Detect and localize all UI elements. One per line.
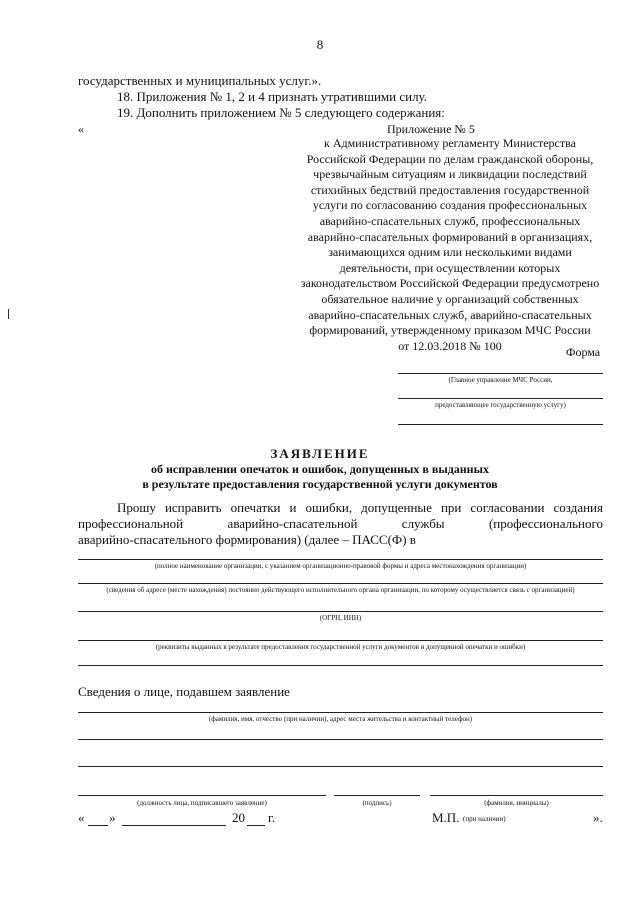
body-line-2 [78, 516, 603, 532]
applicant-field-3[interactable] [78, 766, 603, 767]
document-title: ЗАЯВЛЕНИЕ [270, 446, 370, 461]
documents-details-field-2[interactable] [78, 665, 603, 666]
signature-field[interactable] [334, 795, 420, 796]
recipient-line-1[interactable] [398, 373, 603, 374]
open-quote: « [78, 122, 84, 136]
applicant-field-2[interactable] [78, 739, 603, 740]
appendix-line: стихийных бедствий предоставления государственной [310, 182, 590, 197]
year-field[interactable] [247, 825, 265, 826]
stamp-note: (при наличии) [463, 815, 506, 823]
body-line-1: Прошу исправить опечатки и ошибки, допущенные при согласовании создания [117, 500, 603, 515]
org-address-field[interactable] [78, 583, 603, 584]
end-quote: ». [593, 810, 603, 825]
org-name-caption: (полное наименование организации, с указанием организационно-правовой формы и адреса местонахождения организации) [154, 562, 527, 570]
applicant-field-1[interactable] [78, 712, 603, 713]
appendix-line: аварийно-спасательных формирований в организациях, [307, 229, 593, 244]
documents-details-caption: (реквизиты выданных в результате предоставления государственной услуги документов и допущенной опечатки и ошибки) [155, 643, 526, 651]
day-field[interactable] [88, 825, 108, 826]
month-field[interactable] [122, 825, 226, 826]
position-caption: (должность лица, подписавшего заявление) [137, 799, 267, 807]
name-field[interactable] [430, 795, 603, 796]
signature-caption: (подпись) [362, 799, 392, 807]
name-caption: (фамилия, инициалы) [484, 799, 549, 807]
page-number: 8 [316, 37, 324, 52]
appendix-line: деятельности, при осуществлении которых [339, 260, 561, 275]
date-open-quote: « [78, 810, 85, 825]
appendix-line: формирований, утвержденному приказом МЧС России [309, 323, 591, 338]
appendix-line: обязательное наличие у организаций собственных [321, 291, 579, 306]
ogrn-inn-field[interactable] [78, 611, 603, 612]
body-line-3: аварийно-спасательного формирования) (далее – ПАСС(Ф) в [78, 532, 416, 547]
documents-details-field[interactable] [78, 640, 603, 641]
appendix-line: аварийно-спасательных служб, профессиональных [319, 213, 581, 228]
appendix-line: к Административному регламенту Министерства [324, 136, 576, 150]
recipient-line-2[interactable] [398, 398, 603, 399]
applicant-caption: (фамилия, имя, отчество (при наличии), адрес места жительства и контактный телефон) [208, 715, 473, 723]
appendix-line: Российской Федерации по делам гражданской обороны, [306, 151, 594, 166]
applicant-heading: Сведения о лице, подавшем заявление [78, 684, 290, 699]
recipient-caption-1: (Главное управление МЧС России, [448, 376, 553, 384]
body-word: (профессионального [488, 516, 603, 531]
appendix-line: законодательством Российской Федерации предусмотрено [300, 276, 600, 291]
org-address-caption: (сведения об адресе (месте нахождения) постоянно действующего исполнительного органа организации, по которому осуществляется связь с организацией) [106, 586, 575, 594]
appendix-line: аварийно-спасательных служб, аварийно-спасательных [308, 307, 592, 322]
appendix-line: от 12.03.2018 № 100 [398, 338, 502, 353]
appendix-number: Приложение № 5 [387, 122, 475, 136]
stamp-label: М.П. [432, 810, 460, 825]
form-label: Форма [566, 345, 601, 359]
year-suffix: г. [268, 810, 276, 825]
year-prefix: 20 [232, 810, 245, 825]
document-subtitle-line: об исправлении опечаток и ошибок, допущенных в выданных [151, 462, 489, 476]
ogrn-inn-caption: (ОГРН, ИНН) [319, 614, 362, 622]
intro-line-1: государственных и муниципальных услуг.». [78, 73, 322, 88]
document-title-block [0, 446, 640, 492]
appendix-line: чрезвычайным ситуациям и ликвидации последствий [313, 167, 587, 182]
appendix-line: услуги по согласованию создания профессиональных [312, 198, 588, 213]
intro-line-19: 19. Дополнить приложением № 5 следующего содержания: [117, 105, 445, 120]
appendix-line: занимающихся одним или несколькими видами [328, 245, 572, 260]
intro-line-18: 18. Приложения № 1, 2 и 4 признать утратившими силу. [117, 89, 428, 104]
body-word: профессиональной [78, 516, 184, 531]
recipient-line-3[interactable] [398, 424, 603, 425]
body-word: аварийно-спасательной [227, 516, 358, 531]
position-field[interactable] [78, 795, 326, 796]
body-word: службы [401, 516, 445, 531]
recipient-caption-2: предоставляющее государственную услугу) [435, 401, 566, 409]
document-subtitle-line: в результате предоставления государственной услуги документов [142, 477, 498, 491]
margin-mark [8, 309, 12, 319]
appendix-header [280, 136, 620, 354]
date-close-quote: » [109, 810, 116, 825]
org-name-field[interactable] [78, 559, 603, 560]
